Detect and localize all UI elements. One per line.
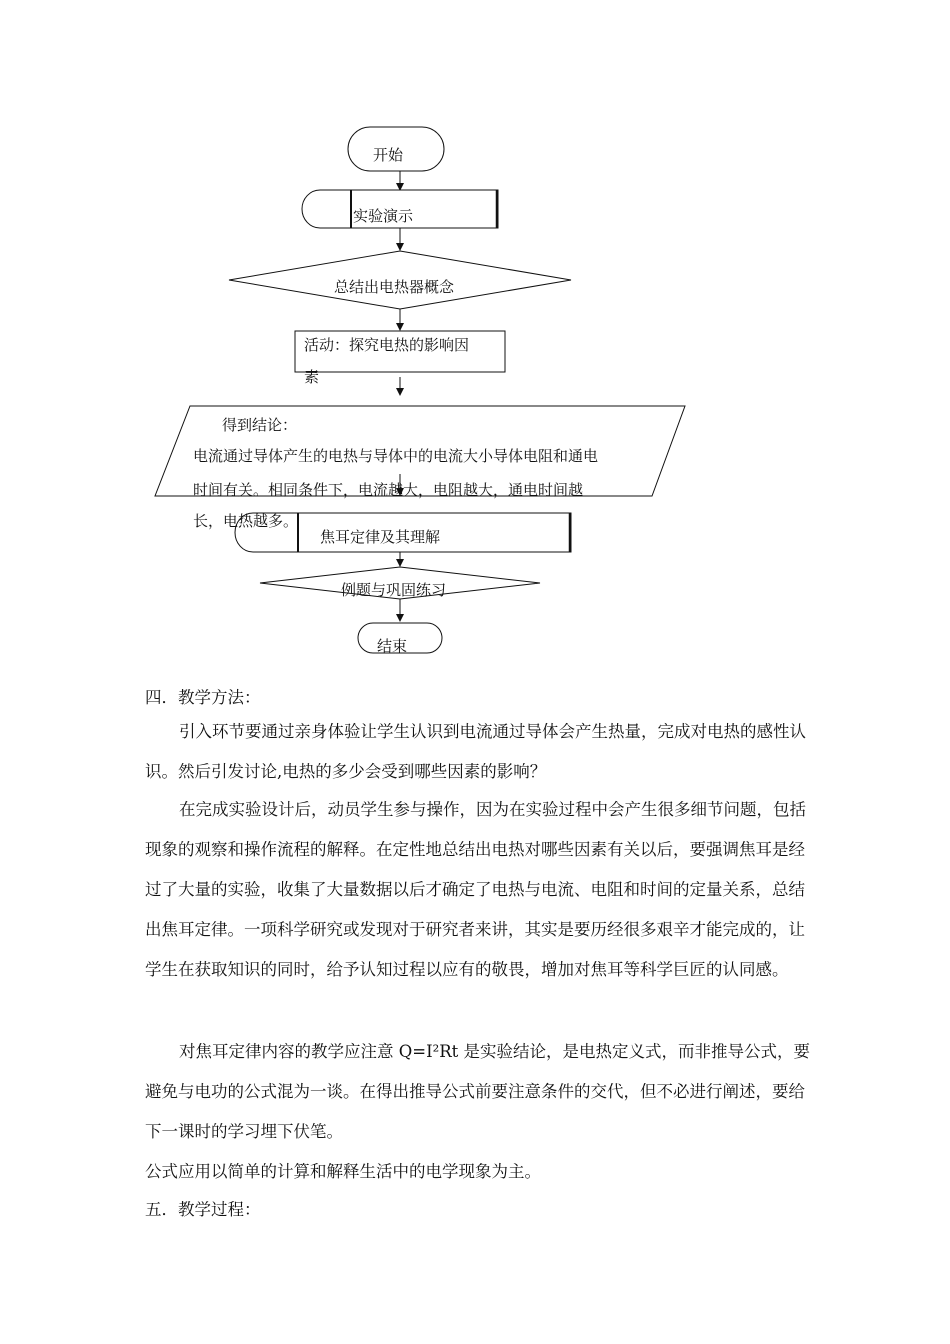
activity-label-line2: 素 [304,368,320,386]
concept-label: 总结出电热器概念 [334,278,455,296]
demo-label: 实验演示 [353,207,414,225]
activity-label-line1: 活动：探究电热的影响因 [304,336,470,354]
conclusion-line3: 长，电热越多。 [193,512,299,530]
end-label: 结束 [377,637,408,655]
section4-paragraph-2: 在完成实验设计后，动员学生参与操作，因为在实验过程中会产生很多细节问题，包括现象的观察和操作流程的解释。在定性地总结出电热对哪些因素有关以后，要强调焦耳是经过了大量的实验，收集了大量数据以后才确定了电热与电流、电阻和时间的定量关系，总结出焦耳定律。一项科学研究或发现对于研究者来讲，其实是要历经很多艰辛才能完成的，让学生在获取知识的同时，给予认知过程以应有的敬畏，增加对焦耳等科学巨匠的认同感。 [145,800,806,979]
section4-heading: 四．教学方法： [145,688,261,707]
conclusion-line1: 电流通过导体产生的电热与导体中的电流大小导体电阻和通电 [193,447,599,465]
start-label: 开始 [373,146,404,164]
section4-paragraph-1: 引入环节要通过亲身体验让学生认识到电流通过导体会产生热量，完成对电热的感性认识。然后引发讨论,电热的多少会受到哪些因素的影响？ [145,722,806,781]
section4-paragraph-3: 对焦耳定律内容的教学应注意 Q=I²Rt 是实验结论，是电热定义式，而非推导公式，要避免与电功的公式混为一谈。在得出推导公式前要注意条件的交代，但不必进行阐述，要给下一课时的学习埋下伏笔。 [145,1042,811,1141]
section4-paragraph-4: 公式应用以简单的计算和解释生活中的电学现象为主。 [145,1162,541,1181]
conclusion-title: 得到结论： [222,416,298,434]
joule-law-label: 焦耳定律及其理解 [320,528,441,546]
conclusion-line2: 时间有关。相同条件下，电流越大，电阻越大，通电时间越 [193,481,584,499]
exercise-label: 例题与巩固练习 [341,581,447,599]
section5-heading: 五．教学过程： [145,1200,261,1219]
